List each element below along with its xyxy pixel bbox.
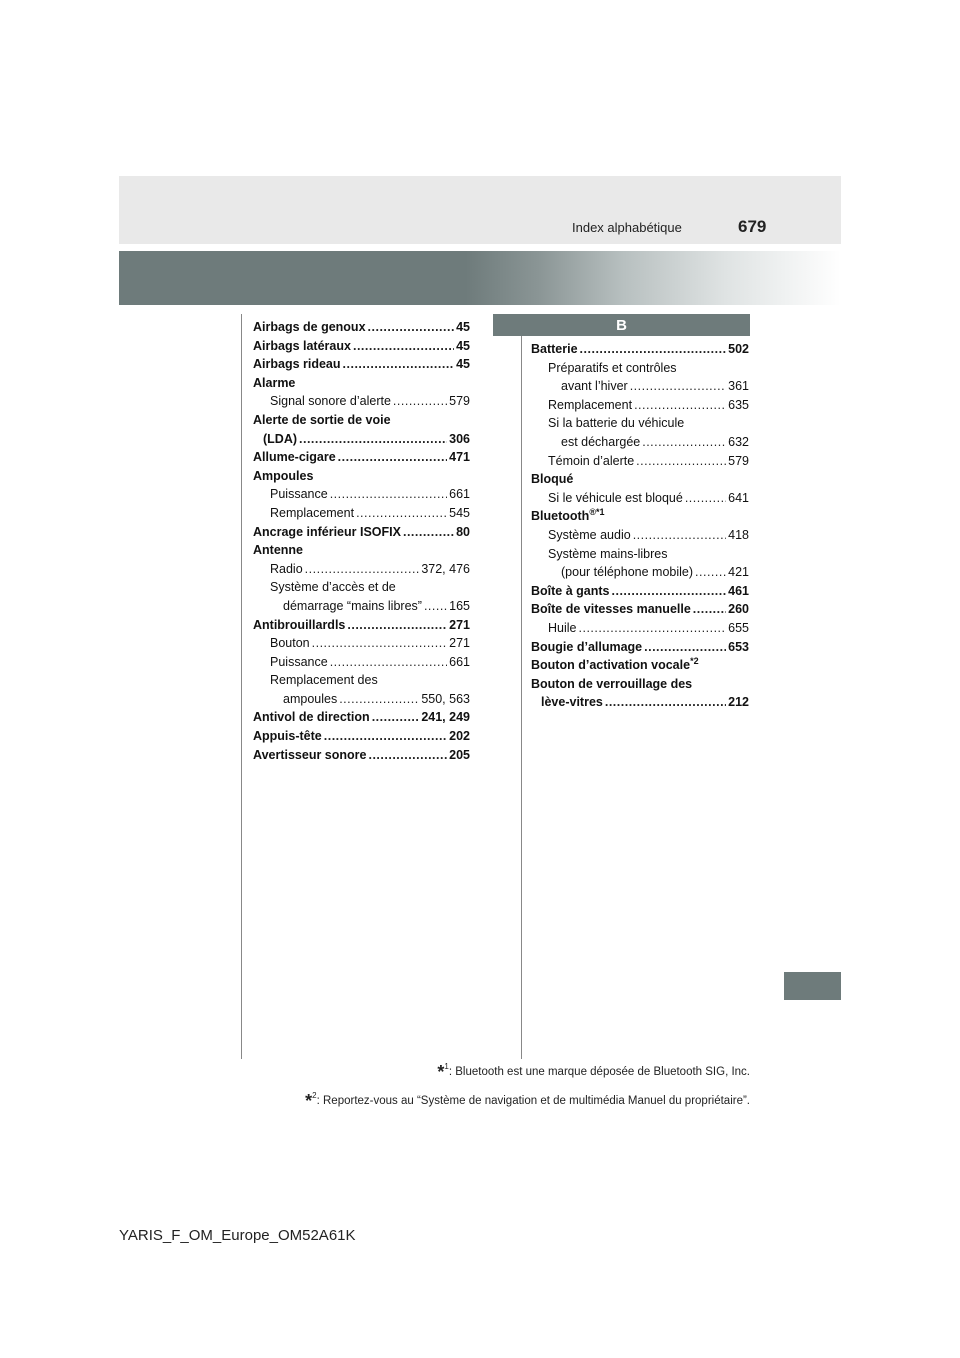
index-entry-page: 306 — [449, 431, 470, 446]
index-entry — [531, 638, 749, 657]
footnote-2 — [305, 1091, 750, 1112]
dot-leader — [695, 563, 726, 582]
index-entry — [253, 374, 470, 393]
index-entry — [253, 727, 470, 746]
dot-leader — [633, 526, 726, 545]
index-entry — [253, 634, 470, 653]
index-entry-page: 550, 563 — [421, 691, 470, 706]
index-entry — [531, 377, 749, 396]
index-entry — [253, 690, 470, 709]
index-entry — [253, 448, 470, 467]
index-entry-page: 545 — [449, 505, 470, 520]
index-entry-page: 45 — [456, 357, 470, 372]
index-entry-term: Avertisseur sonore — [253, 747, 367, 762]
index-entry-term: Témoin d’alerte — [548, 453, 635, 468]
dot-leader — [330, 653, 447, 672]
index-entry-term: Système mains-libres — [548, 546, 668, 561]
index-entry — [253, 337, 470, 356]
index-entry-term: avant l’hiver — [561, 379, 628, 394]
index-entry-term: Système audio — [548, 527, 631, 542]
index-letter-header: B — [493, 314, 750, 336]
dot-leader — [312, 634, 448, 653]
index-entry-term: Huile — [548, 620, 577, 635]
index-entry-term: lève-vitres — [541, 695, 603, 710]
dot-leader — [339, 690, 419, 709]
dot-leader — [644, 638, 726, 657]
dot-leader — [343, 355, 455, 374]
index-entry-term: Radio — [270, 561, 303, 576]
index-entry-term: Ampoules — [253, 468, 314, 483]
chapter-side-tab — [784, 972, 841, 1000]
index-entry-term: Si le véhicule est bloqué — [548, 490, 683, 505]
index-entry-page: 421 — [728, 565, 749, 580]
index-entry-term: Bouton de verrouillage des — [531, 676, 693, 691]
index-entry-term: Si la batterie du véhicule — [548, 416, 685, 431]
dot-leader — [330, 485, 447, 504]
index-entry-term: Appuis-tête — [253, 729, 322, 744]
dot-leader — [305, 560, 420, 579]
index-entry — [531, 619, 749, 638]
dot-leader — [630, 377, 726, 396]
dot-leader — [372, 708, 420, 727]
index-entry — [253, 597, 470, 616]
footnote-1-mark: * — [437, 1062, 445, 1082]
dot-leader — [642, 433, 726, 452]
index-entry-page: 579 — [728, 453, 749, 468]
index-entry-term: Remplacement des — [270, 673, 378, 688]
index-entry-term: ampoules — [283, 691, 338, 706]
index-entry-page: 461 — [728, 583, 749, 598]
index-entry-page: 661 — [449, 487, 470, 502]
index-entry-page: 502 — [728, 342, 749, 356]
page-number: 679 — [738, 217, 767, 236]
index-entry-page: 260 — [728, 602, 749, 617]
index-entry — [531, 582, 749, 601]
dot-leader — [634, 396, 726, 415]
index-entry-page: 165 — [449, 598, 470, 613]
index-entry-page: 45 — [456, 338, 470, 353]
footer-document-code: YARIS_F_OM_Europe_OM52A61K — [119, 1227, 356, 1244]
index-entry — [253, 578, 470, 597]
index-entry-term: Airbags de genoux — [253, 320, 366, 334]
index-entry — [531, 452, 749, 471]
index-entry-term: Batterie — [531, 342, 578, 356]
index-entry-page: 653 — [728, 639, 749, 654]
dot-leader — [347, 616, 447, 635]
index-entry — [531, 433, 749, 452]
index-entry — [253, 467, 470, 486]
dot-leader — [580, 340, 727, 359]
index-entry-term: Airbags rideau — [253, 357, 341, 372]
index-entry-term: (pour téléphone mobile) — [561, 565, 694, 580]
dot-leader — [353, 337, 454, 356]
index-entry-page: 361 — [728, 379, 749, 394]
index-entry-page: 271 — [449, 636, 470, 651]
index-entry — [531, 489, 749, 508]
dot-leader — [338, 448, 447, 467]
index-entry — [253, 541, 470, 560]
index-entry-superscript: *2 — [690, 655, 699, 666]
index-entry-term: Système d’accès et de — [270, 580, 396, 595]
index-entry-term: Alerte de sortie de voie — [253, 412, 391, 427]
index-entry-term: Ancrage inférieur ISOFIX — [253, 524, 401, 539]
index-entry — [253, 430, 470, 449]
index-entry-page: 655 — [728, 620, 749, 635]
left-column-rule — [241, 314, 242, 1059]
dot-leader — [403, 523, 454, 542]
index-entry-term: Antibrouillardls — [253, 617, 346, 632]
index-entry-term: Boîte de vitesses manuelle — [531, 602, 691, 617]
dot-leader — [693, 600, 726, 619]
index-entry — [253, 708, 470, 727]
index-entry-term: (LDA) — [263, 431, 298, 446]
index-entry — [253, 560, 470, 579]
index-entry — [531, 675, 749, 694]
index-entry — [531, 526, 749, 545]
dot-leader — [324, 727, 447, 746]
footnote-1-text: : Bluetooth est une marque déposée de Bluetooth SIG, Inc. — [448, 1066, 750, 1078]
index-entry — [531, 563, 749, 582]
index-entry-term: Remplacement — [270, 505, 355, 520]
index-entry-page: 661 — [449, 654, 470, 669]
index-entry — [253, 355, 470, 374]
dot-leader — [685, 489, 726, 508]
index-entry-term: Puissance — [270, 654, 328, 669]
index-entry-page: 579 — [449, 394, 470, 409]
index-entry-term: Signal sonore d’alerte — [270, 394, 391, 409]
dot-leader — [605, 693, 726, 712]
index-entry — [531, 470, 749, 489]
index-entry-term: Bouton d’activation vocale — [531, 658, 691, 673]
index-entry — [531, 396, 749, 415]
index-entry — [253, 411, 470, 430]
index-entry-term: est déchargée — [561, 434, 641, 449]
index-entry-page: 418 — [728, 527, 749, 542]
right-column-rule — [521, 336, 522, 1059]
index-entry-page: 80 — [456, 524, 470, 539]
index-entry-term: Antenne — [253, 543, 303, 558]
index-entry-term: Alarme — [253, 375, 296, 390]
index-left-column — [253, 318, 470, 764]
index-entry-term: Boîte à gants — [531, 583, 610, 598]
index-entry — [253, 671, 470, 690]
index-entry — [531, 693, 749, 712]
dot-leader — [579, 619, 727, 638]
dot-leader — [612, 582, 727, 601]
index-entry — [253, 653, 470, 672]
section-title: Index alphabétique — [572, 220, 682, 235]
index-entry-term: Allume-cigare — [253, 450, 336, 465]
dot-leader — [636, 452, 726, 471]
index-entry-page: 202 — [449, 729, 470, 744]
index-entry-page: 271 — [449, 617, 470, 632]
index-entry-term: Bouton — [270, 636, 310, 651]
index-entry-term: Antivol de direction — [253, 710, 370, 725]
index-entry-term: Airbags latéraux — [253, 338, 351, 353]
index-entry — [253, 392, 470, 411]
index-entry-page: 372, 476 — [421, 561, 470, 576]
index-entry-term: Bougie d’allumage — [531, 639, 643, 654]
index-entry-superscript: ®*1 — [589, 507, 605, 518]
index-entry-term: Préparatifs et contrôles — [548, 360, 677, 375]
index-entry — [253, 523, 470, 542]
index-entry-page: 635 — [728, 397, 749, 412]
index-entry-term: Bloqué — [531, 472, 574, 487]
index-entry-term: Puissance — [270, 487, 328, 502]
index-entry — [253, 746, 470, 765]
index-entry — [531, 545, 749, 564]
index-entry — [531, 340, 749, 359]
footnote-2-text: : Reportez-vous au “Système de navigation et de multimédia Manuel du propriétaire”. — [316, 1095, 750, 1107]
decorative-gradient-bar — [119, 251, 841, 305]
index-entry — [531, 359, 749, 378]
index-entry — [253, 318, 470, 337]
index-entry-page: 45 — [456, 320, 470, 334]
dot-leader — [356, 504, 447, 523]
index-entry-page: 632 — [728, 434, 749, 449]
index-entry-term: démarrage “mains libres” — [283, 598, 422, 613]
footnote-1-number: 1 — [444, 1062, 449, 1071]
footnote-2-number: 2 — [312, 1091, 317, 1100]
index-entry — [253, 616, 470, 635]
header-band — [119, 176, 841, 244]
index-entry-page: 471 — [449, 450, 470, 465]
index-entry — [531, 600, 749, 619]
index-entry — [531, 507, 749, 526]
index-entry-page: 241, 249 — [421, 710, 470, 725]
index-entry-page: 641 — [728, 490, 749, 505]
footnote-1 — [437, 1062, 750, 1083]
index-right-column — [531, 340, 749, 712]
dot-leader — [368, 318, 455, 337]
dot-leader — [424, 597, 447, 616]
index-entry-term: Bluetooth — [531, 509, 590, 524]
index-entry — [253, 504, 470, 523]
index-entry — [531, 414, 749, 433]
dot-leader — [368, 746, 447, 765]
index-entry-term: Remplacement — [548, 397, 633, 412]
index-entry — [253, 485, 470, 504]
index-entry — [531, 656, 749, 675]
footnote-2-mark: * — [305, 1091, 313, 1111]
dot-leader — [299, 430, 447, 449]
dot-leader — [393, 392, 447, 411]
index-entry-page: 205 — [449, 747, 470, 762]
index-entry-page: 212 — [728, 695, 749, 710]
